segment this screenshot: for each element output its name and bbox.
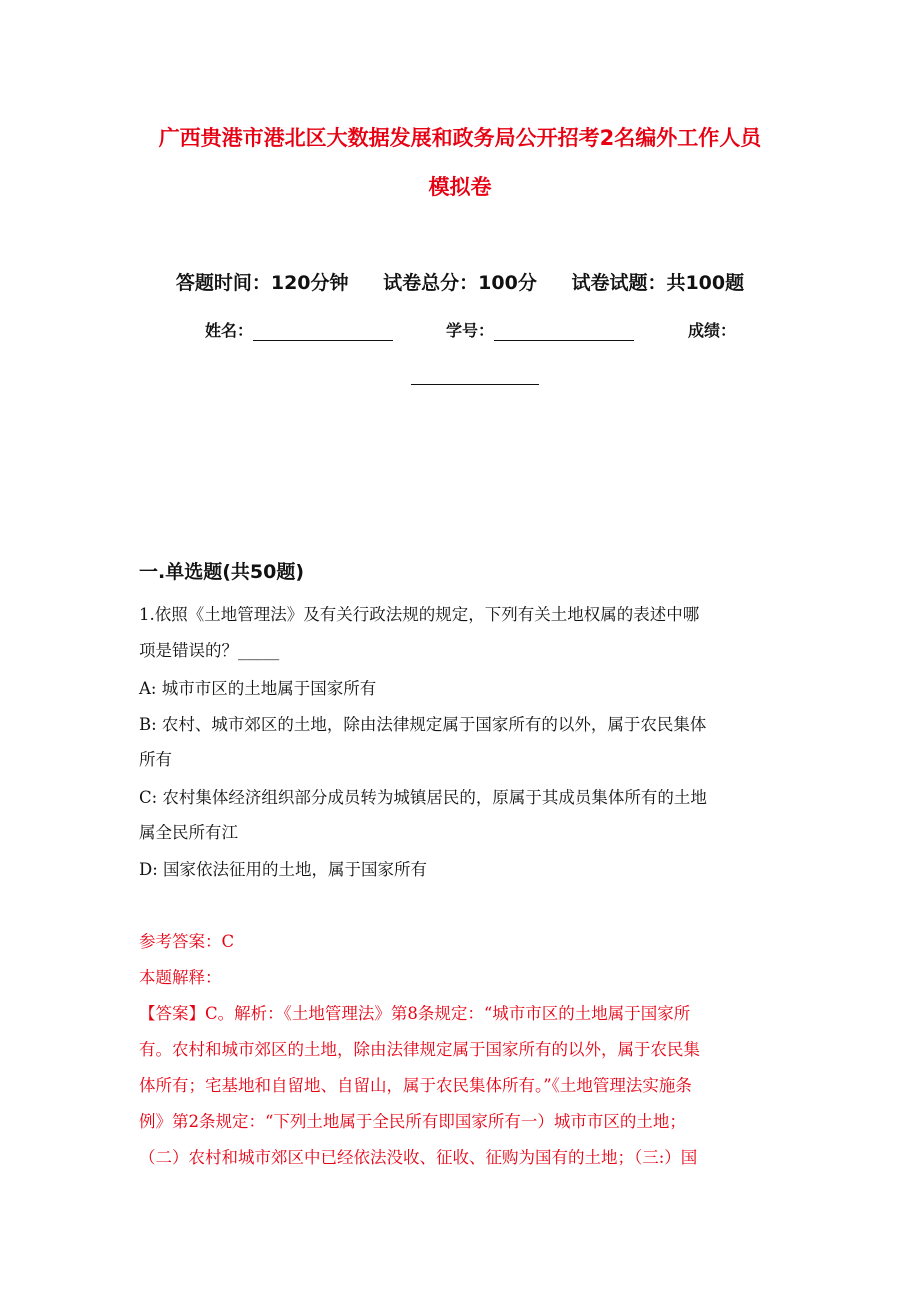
reference-answer: 参考答案：C xyxy=(139,932,235,951)
question-stem-line1: 1.依照《土地管理法》及有关行政法规的规定，下列有关土地权属的表述中哪 xyxy=(139,605,700,624)
name-field xyxy=(205,318,393,341)
question-stem-line2: 项是错误的？_____ xyxy=(139,641,280,660)
score-label: 成绩： xyxy=(688,321,737,340)
option-b-line2: 所有 xyxy=(139,750,172,769)
explanation-line: 体所有；宅基地和自留地、自留山，属于农民集体所有。”《土地管理法实施条 xyxy=(139,1076,692,1095)
option-d: D: 国家依法征用的土地，属于国家所有 xyxy=(139,860,428,879)
answer-time: 答题时间：120分钟 xyxy=(175,272,349,294)
exam-title-line2: 模拟卷 xyxy=(428,175,492,199)
student-id-field xyxy=(446,318,634,341)
student-id-blank[interactable] xyxy=(494,324,634,341)
question-count: 试卷试题：共100题 xyxy=(571,272,745,294)
option-c-line1: C: 农村集体经济组织部分成员转为城镇居民的，原属于其成员集体所有的土地 xyxy=(139,788,707,807)
explanation-label: 本题解释： xyxy=(139,968,222,987)
option-b-line1: B: 农村、城市郊区的土地，除由法律规定属于国家所有的以外，属于农民集体 xyxy=(139,715,707,734)
section-heading: 一.单选题(共50题) xyxy=(139,561,305,583)
score-blank[interactable] xyxy=(411,384,539,385)
name-label: 姓名： xyxy=(205,321,254,340)
exam-info-row xyxy=(100,268,820,295)
total-score: 试卷总分：100分 xyxy=(383,272,537,294)
explanation-line: 例》第2条规定：“下列土地属于全民所有即国家所有一）城市市区的土地； xyxy=(139,1112,686,1131)
explanation-line: （二）农村和城市郊区中已经依法没收、征收、征购为国有的土地；（三:）国 xyxy=(139,1148,698,1167)
name-blank[interactable] xyxy=(253,324,393,341)
score-field xyxy=(688,318,736,341)
explanation-line: 【答案】C。解析：《土地管理法》第8条规定：“城市市区的土地属于国家所 xyxy=(139,1004,691,1023)
explanation-line: 有。农村和城市郊区的土地，除由法律规定属于国家所有的以外，属于农民集 xyxy=(139,1040,700,1059)
exam-title-line1: 广西贵港市港北区大数据发展和政务局公开招考2名编外工作人员 xyxy=(158,126,762,150)
student-id-label: 学号： xyxy=(446,321,495,340)
option-a: A: 城市市区的土地属于国家所有 xyxy=(139,679,377,698)
option-c-line2: 属全民所有江 xyxy=(139,823,238,842)
